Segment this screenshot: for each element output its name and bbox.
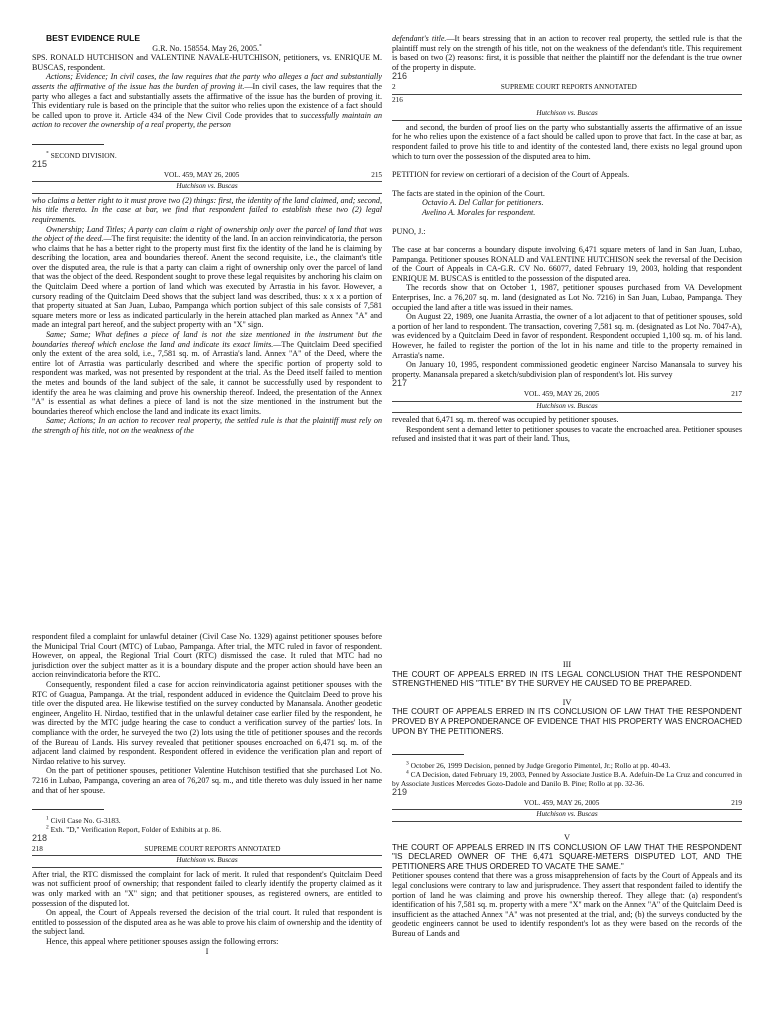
footnote-3: $^3$ October 26, 1999 Decision, penned by Judge Gregorio Pimentel, Jr.; Rollo at pp. 40-43.: [406, 760, 671, 771]
p215-para-4: Same; Actions; In an action to recover real property, the settled rule is that the plaintiff must rely on the strength of his title, not on the weakness of the: [32, 416, 382, 435]
page-number-217: 217: [392, 378, 408, 389]
p217-para-1: revealed that 6,471 sq. m. thereof was occupied by petitioner spouses.: [392, 415, 619, 425]
footnote-rule: [32, 144, 104, 145]
p219-para-1: Petitioner spouses contend that there was a gross misapprehension of facts by the Court of Appeals and its legal conclusions were contrary to law and jurisprudence. They assert that respondent failed to identify the portion of land he was claiming and prove his ownership thereof. They allege that: (a) respondent's identification of his 7,581 sq. m. property with a mere "X" mark on the Annex "A" of the Quitclaim Deed is insufficient as the attached Annex "A" was not presented at the trial, and; (b) the surveys conducted by the geodetic engineers cannot be used to identify respondent's lot as they were based on the records of the Bureau of Lands and: [392, 871, 742, 938]
counsel-respondent: Avelino A. Morales for respondent.: [422, 207, 536, 217]
footnote-2: $^2$ Exh. "D," Verification Report, Folder of Exhibits at p. 86.: [46, 824, 222, 835]
error-IV-text: THE COURT OF APPEALS ERRED IN ITS CONCLUSION OF LAW THAT THE RESPONDENT PROVED BY A PREPONDERANCE OF EVIDENCE THAT HIS PROPERTY WAS ENCROACHED UPON BY THE PETITIONERS.: [392, 707, 742, 736]
left-column-bottom: [32, 632, 382, 956]
page-number-16: 216: [392, 95, 403, 104]
error-III-text: THE COURT OF APPEALS ERRED IN ITS LEGAL CONCLUSION THAT THE RESPONDENT STRENGTHENED HIS "TITLE" BY THE SURVEY HE CAUSED TO BE PREPARED.: [392, 669, 742, 689]
error-I-number: I: [205, 946, 209, 956]
left-column-top: [32, 34, 382, 436]
petition-line: PETITION for review on certiorari of a decision of the Court of Appeals.: [392, 170, 630, 180]
p216-para-4: On August 22, 1989, one Juanita Arrastia, the owner of a lot adjacent to that of petitioner spouses, sold a portion of her land to respondent. The transaction, covering 7,581 sq. m. (designated as Lot No. 7047-A), was evidenced by a Quitclaim Deed in favor of respondent. Respondent occupied 1,100 sq. m. of his land. However, he failed to register the portion of the lot in his name and title to the property remained in Arrastia's name.: [392, 312, 742, 360]
p218-para-2: On appeal, the Court of Appeals reversed the decision of the trial court. It ruled that respondent is entitled to possession of the disputed area as he was able to prove his claim of ownership and the identity of the subject land.: [32, 908, 382, 937]
error-V-number: V: [563, 832, 571, 842]
footnote-second-division: * SECOND DIVISION.: [46, 150, 117, 160]
right-column-top: [392, 34, 742, 444]
running-head-218: 218 SUPREME COURT REPORTS ANNOTATED: [32, 845, 382, 857]
case-short-title-216: Hutchison vs. Buscas: [392, 109, 742, 121]
case-short-title-219: Hutchison vs. Buscas: [392, 810, 742, 822]
p218-top-para-3: On the part of petitioner spouses, petitioner Valentine Hutchison testified that she purchased Lot No. 7216 in Lubao, Pampanga, covering an area of 76,207 sq. m., and title thereto was duly issued in her name and that of her spouse.: [32, 766, 382, 795]
p218-para-3: Hence, this appeal where petitioner spouses assign the following errors:: [46, 937, 279, 947]
counsel-petitioners: Octavio A. Del Callar for petitioners.: [422, 198, 544, 208]
facts-line: The facts are stated in the opinion of the Court.: [392, 188, 545, 198]
p218-top-para-2: Consequently, respondent filed a case for accion reinvindicatoria against petitioner spouses with the RTC of Guagua, Pampanga. At the trial, respondent adduced in evidence the Quitclaim Deed to prove his title over the disputed area. He likewise testified on the survey conducted by Manansala. Another geodetic engineer, Angelito H. Nirdao, testified that in the unlawful detainer case earlier filed by the respondent, he was directed by the MTC judge hearing the case to conduct a verification survey of the parties' lots. In compliance with the order, he surveyed the two (2) lots using the title of petitioner spouses and the records of the Bureau of Lands. His survey revealed that petitioner spouses encroached on 6,471 sq. m. of the adjacent land claimed by respondent. Respondent offered in evidence the verification plan and report of Nirdao relative to his survey.: [32, 679, 382, 766]
p215-para-3: Same; Same; What defines a piece of land is not the size mentioned in the instrument but the boundaries thereof which enclose the land and indicate its exact limits.—The Quitclaim Deed specified only the extent of the area sold, i.e., 7,581 sq. m. of Arrastia's land. Annex "A" of the Deed, where the entire lot of Arrastia was particularly described and where the specific portion of property sold to respondent was marked, was not presented by respondent at the trial. As the Deed itself failed to mention the metes and bounds of the land subject of the sale, it cannot be successfully used by respondent to identify the area he was claiming and prove his ownership thereof. Indeed, the presentation of the Annex "A" is essential as what defines a piece of land is not the size mentioned in the instrument but the boundaries thereof which enclose the land and indicate its exact limits.: [32, 330, 382, 416]
case-parties: SPS. RONALD HUTCHISON and VALENTINE NAVALE-HUTCHISON, petitioners, vs. ENRIQUE M. BUSCAS, respondent.: [32, 53, 382, 72]
footnote-4: $^4$ CA Decision, dated February 19, 2003, Penned by Associate Justice B.A. Adefuin-De La Cruz and concurred in by Associate Justices Mercedes Gozo-Dadole and Danilo B. Pine; Rollo at pp. 32-36.: [392, 769, 743, 789]
ponente: PUNO, J.:: [392, 226, 426, 236]
error-III-number: III: [562, 660, 572, 669]
p218-top-para-1: respondent filed a complaint for unlawful detainer (Civil Case No. 1329) against petitioner spouses before the Municipal Trial Court (MTC) of Lubao, Pampanga. After trial, the MTC ruled in favor of respondent. However, on appeal, the Regional Trial Court (RTC) dismissed the case. It ruled that MTC had no jurisdiction over the subject matter as it is a boundary dispute and the proper action should have been an accion reinvindicatoria before the RTC.: [32, 632, 382, 680]
running-head-217: VOL. 459, MAY 26, 2005 217: [392, 390, 742, 402]
footnote-1: $^1$ Civil Case No. G-3183.: [46, 815, 121, 826]
page-number-216: 216: [392, 71, 408, 82]
p216-para-5: On January 10, 1995, respondent commissioned geodetic engineer Narciso Manansala to survey his property. Manansala prepared a sketch/subdivision plan of respondent's lot. His survey: [392, 360, 742, 379]
error-V-text: THE COURT OF APPEALS ERRED IN ITS CONCLUSION OF LAW THAT THE RESPONDENT "IS DECLARED OWNER OF THE 6,471 SQUARE-METERS DISPUTED LOT, AND THE PETITIONERS ARE THUS ORDERED TO VACATE THE SAME.": [392, 842, 742, 871]
running-head-216: 2 SUPREME COURT REPORTS ANNOTATED: [392, 83, 742, 95]
running-head-219: VOL. 459, MAY 26, 2005 219: [392, 799, 742, 811]
p217-para-2: Respondent sent a demand letter to petitioner spouses to vacate the encroached area. Petitioner spouses refused and insisted that it was part of their land. Thus,: [392, 424, 742, 444]
footnote-rule-218: [32, 809, 104, 810]
case-number: G.R. No. 158554. May 26, 2005.*: [152, 42, 262, 53]
error-IV-number: IV: [562, 697, 572, 707]
p216-para-3: The records show that on October 1, 1987, petitioner spouses purchased from VA Development Enterprises, Inc. a 76,207 sq. m. land (designated as Lot No. 7216) in San Juan, Lubao, Pampanga. They occupied the land after a title was issued in their names.: [392, 283, 742, 312]
syllabus-1: Actions; Evidence; In civil cases, the law requires that the party who alleges a fact and substantially asserts the affirmative of the issue has the burden of proving it.—In civil cases, the law requires that the party who alleges a fact and substantially assets the affirmative of the issue has the burden of proving it. This evidentiary rule is based on the principle that the suitor who relies upon the existence of a fact should be called upon to prove it. Article 434 of the New Civil Code provides that to successfully maintain an action to recover the ownership of a real property, the person: [32, 72, 382, 130]
case-short-title: Hutchison vs. Buscas: [32, 182, 382, 194]
case-short-title-217: Hutchison vs. Buscas: [392, 402, 742, 414]
p218-para-1: After trial, the RTC dismissed the complaint for lack of merit. It ruled that respondent's Quitclaim Deed was not sufficient proof of ownership; that respondent failed to clearly identify the property claimed as it was only marked with an "X" sign; and that petitioner spouses, as registered owners, are entitled to possession of the disputed lot.: [32, 869, 382, 908]
page-number-215: 215: [32, 158, 48, 169]
p216-para-2: The case at bar concerns a boundary dispute involving 6,471 square meters of land in San Juan, Lubao, Pampanga. Petitioner spouses RONALD and VALENTINE HUTCHISON seek the reversal of the Decision of the Court of Appeals in CA-G.R. CV No. 66077, dated February 19, 2003, holding that respondent ENRIQUE M. BUSCAS is entitled to the possession of the disputed area.: [392, 245, 742, 283]
p215-para-1: who claims a better right to it must prove two (2) things: first, the identity of the land claimed, and; second, his title thereto. In the case at bar, we find that respondent failed to establish these two (2) legal requirements.: [32, 195, 382, 224]
p216-para-1: and second, the burden of proof lies on the party who substantially asserts the affirmative of an issue for he who relies upon the existence of a fact should be called upon to prove that fact. In the case at bar, as respondent failed to prove his title to and identity of the contested land, there exists no legal ground upon which to turn over the possession of the disputed area to him.: [392, 122, 742, 161]
page-number-219: 219: [392, 787, 408, 798]
document-title: BEST EVIDENCE RULE: [46, 33, 140, 43]
right-column-bottom: [392, 660, 742, 938]
page-number-218: 218: [32, 833, 48, 844]
footnote-rule-219: [392, 754, 464, 755]
right-top-para: defendant's title.—It bears stressing that in an action to recover real property, the settled rule is that the plaintiff must rely on the strength of his title, not on the weakness of the defendant's title. This requirement is based on two (2) reasons: first, it is possible that neither the plaintiff nor the defendant is the true owner of the property in dispute.: [392, 34, 742, 72]
p215-para-2: Ownership; Land Titles; A party can claim a right of ownership only over the parcel of land that was the object of the deed.—The first requisite: the identity of the land. In an accion reinvindicatoria, the person who claims that he has a better right to the property must first fix the identity of the land he is claiming by describing the location, area and boundaries thereof. Anent the second requisite, i.e., the claimant's title over the disputed area, the rule is that a party can claim a right of ownership only over the parcel of land that was the object of the deed. Respondent sought to prove these legal requisites by anchoring his claim on the Quitclaim Deed where a portion of land which was executed by Arrastia in his favor. However, a cursory reading of the Quitclaim Deed shows that the subject land was described, thus: x x x a portion of that property situated at San Juan, Lubao, Pampanga which portion subject of this sale consists of 7,581 square meters more or less as indicated particularly in the herein attached plan marked as Annex "A" and made an integral part hereof, and the subject property with an "X" sign.: [32, 224, 382, 330]
case-short-title-218: Hutchison vs. Buscas: [32, 856, 382, 868]
running-head-215: VOL. 459, MAY 26, 2005 215: [32, 171, 382, 183]
